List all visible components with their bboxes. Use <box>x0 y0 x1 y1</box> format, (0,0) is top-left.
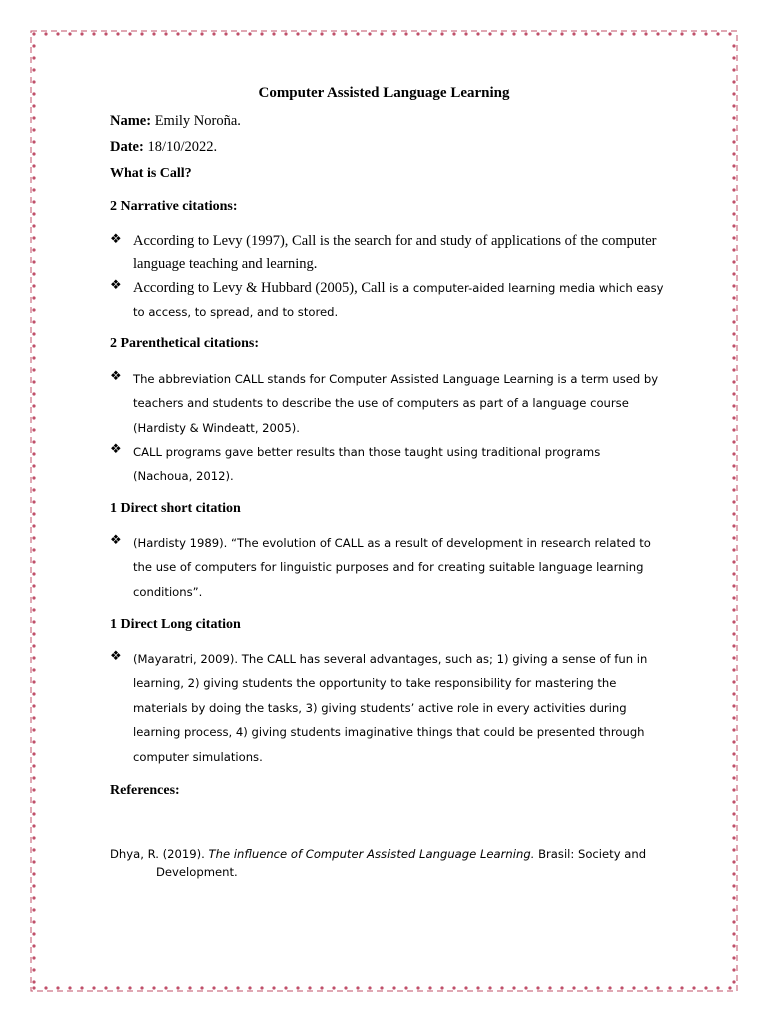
direct-long-heading: 1 Direct Long citation <box>110 617 241 632</box>
question-heading: What is Call? <box>110 166 192 181</box>
bullet-diamond-icon: ❖ <box>110 648 122 663</box>
parenthetical-heading: 2 Parenthetical citations: <box>110 336 260 351</box>
bullet-diamond-icon: ❖ <box>110 441 122 456</box>
date-label: Date: <box>110 139 144 155</box>
reference-author: Dhya, R. (2019). <box>110 847 209 861</box>
narrative-item-2-sans-1: is a computer-aided learning media which easy <box>385 281 664 295</box>
narrative-item-2-sans-2: to access, to spread, and to stored. <box>133 305 339 319</box>
parenthetical-item-2-text: CALL programs gave better results than those taught using traditional programs (Nachoua, 2012). <box>133 445 601 484</box>
parenthetical-item-1-text: The abbreviation CALL stands for Computer Assisted Language Learning is a term used by teachers and students to describe the use of computers as part of a language course (Hardisty & Windeatt, 2005). <box>133 372 659 435</box>
direct-short-item-1-text: (Hardisty 1989). “The evolution of CALL as a result of development in research related to the use of computers for linguistic purposes and for creating suitable language learning conditions”. <box>133 536 651 599</box>
bullet-diamond-icon: ❖ <box>110 277 122 292</box>
name-label: Name: <box>110 113 152 129</box>
references-heading: References: <box>110 783 180 798</box>
reference-entry <box>110 845 696 881</box>
direct-short-heading: 1 Direct short citation <box>110 501 241 516</box>
bullet-diamond-icon: ❖ <box>110 368 122 383</box>
narrative-item-2-serif: According to Levy & Hubbard (2005), Call <box>133 280 386 296</box>
bullet-diamond-icon: ❖ <box>110 231 122 246</box>
name-value: Emily Noroña. <box>154 113 241 129</box>
date-line <box>110 139 217 156</box>
name-line <box>110 113 241 130</box>
reference-publisher: Brasil: Society and Development. <box>156 847 647 879</box>
document-title: Computer Assisted Language Learning <box>258 85 510 101</box>
date-value: 18/10/2022. <box>147 139 218 155</box>
narrative-heading: 2 Narrative citations: <box>110 199 238 214</box>
narrative-item-1-text: According to Levy (1997), Call is the search for and study of applications of the computer language teaching and learning. <box>133 233 657 272</box>
direct-long-item-1-text: (Mayaratri, 2009). The CALL has several advantages, such as; 1) giving a sense of fun in learning, 2) giving students the opportunity to take responsibility for mastering the materials by doing the tasks, 3) giving students’ active role in every activities during learning process, 4) giving students imaginative things that could be presented through computer simulations. <box>133 652 648 764</box>
bullet-diamond-icon: ❖ <box>110 532 122 547</box>
reference-title: The influence of Computer Assisted Language Learning. <box>208 847 535 861</box>
